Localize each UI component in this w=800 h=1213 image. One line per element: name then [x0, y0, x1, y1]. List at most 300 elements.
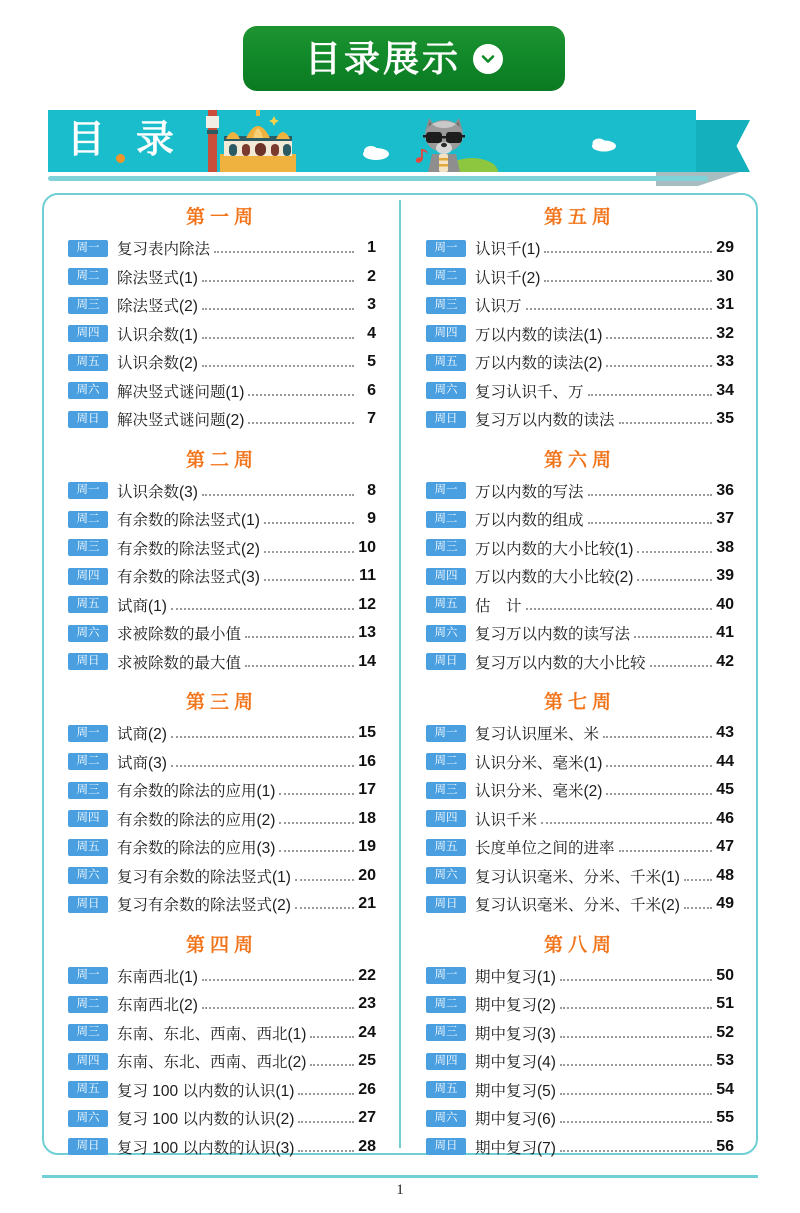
entry-title: 复习 100 以内数的认识(1)	[117, 1082, 295, 1100]
dot-leader	[560, 1107, 712, 1123]
toc-entry[interactable]	[68, 534, 376, 563]
entry-title: 东南西北(1)	[117, 968, 198, 986]
entry-title: 有余数的除法竖式(1)	[117, 512, 260, 530]
entry-title: 求被除数的最小值	[117, 626, 242, 644]
day-badge: 周三	[68, 782, 108, 799]
day-badge: 周一	[68, 240, 108, 257]
entry-page-number: 55	[716, 1109, 734, 1127]
entry-page-number: 31	[716, 296, 734, 314]
entry-title: 有余数的除法的应用(1)	[117, 783, 276, 801]
footer-page-number: 1	[396, 1182, 404, 1198]
week-title: 第三周	[185, 692, 258, 713]
day-badge: 周二	[68, 268, 108, 285]
toc-entry[interactable]	[68, 263, 376, 292]
dot-leader	[171, 722, 354, 738]
toc-entry[interactable]	[68, 1104, 376, 1133]
toc-columns	[42, 193, 758, 1155]
dot-leader	[650, 651, 712, 667]
entry-page-number: 16	[358, 752, 376, 770]
entry-page-number: 6	[367, 381, 376, 399]
entry-title: 万以内数的写法	[475, 483, 584, 501]
entry-page-number: 13	[358, 624, 376, 642]
day-badge: 周日	[426, 1138, 466, 1155]
entry-page-number: 34	[716, 381, 734, 399]
entry-title: 估 计	[475, 597, 522, 615]
entry-page-number: 45	[716, 781, 734, 799]
day-badge: 周二	[426, 996, 466, 1013]
entry-title: 解决竖式谜问题(2)	[117, 412, 245, 430]
day-badge: 周四	[68, 568, 108, 585]
week-block	[68, 199, 376, 434]
entry-page-number: 52	[716, 1023, 734, 1041]
toc-entry[interactable]	[426, 234, 734, 263]
entry-page-number: 5	[367, 353, 376, 371]
footer-rule	[42, 1175, 758, 1178]
dot-leader	[606, 351, 712, 367]
toc-entry[interactable]	[426, 1076, 734, 1105]
dot-leader	[202, 294, 354, 310]
entry-title: 认识余数(1)	[117, 326, 198, 344]
day-badge: 周二	[68, 511, 108, 528]
toc-entry[interactable]	[426, 890, 734, 919]
dot-leader	[560, 1079, 712, 1095]
toc-entry[interactable]	[68, 990, 376, 1019]
dot-leader	[560, 993, 712, 1009]
dot-leader	[202, 266, 354, 282]
week-block	[426, 199, 734, 434]
dot-leader	[588, 480, 712, 496]
entry-page-number: 15	[358, 724, 376, 742]
dot-leader	[544, 237, 712, 253]
day-badge: 周二	[68, 753, 108, 770]
toc-entry[interactable]	[68, 1047, 376, 1076]
dot-leader	[606, 751, 712, 767]
dot-leader	[279, 808, 354, 824]
entry-title: 东南西北(2)	[117, 997, 198, 1015]
entry-page-number: 48	[716, 866, 734, 884]
entry-title: 复习认识千、万	[475, 383, 584, 401]
dot-leader	[588, 380, 712, 396]
entry-title: 万以内数的读法(2)	[475, 355, 603, 373]
entry-page-number: 7	[367, 410, 376, 428]
entry-title: 复习认识毫米、分米、千米(1)	[475, 868, 680, 886]
dot-leader	[684, 893, 712, 909]
day-badge: 周日	[426, 896, 466, 913]
entry-page-number: 37	[716, 510, 734, 528]
chevron-down-icon	[473, 44, 503, 74]
week-block	[68, 684, 376, 919]
dot-leader	[279, 779, 354, 795]
day-badge: 周二	[426, 511, 466, 528]
day-badge: 周一	[68, 482, 108, 499]
dot-leader	[295, 865, 354, 881]
day-badge: 周二	[426, 753, 466, 770]
entry-title: 试商(3)	[117, 754, 167, 772]
toc-entry[interactable]	[426, 1047, 734, 1076]
dot-leader	[634, 622, 712, 638]
day-badge: 周五	[426, 354, 466, 371]
week-title: 第一周	[185, 207, 258, 228]
entry-title: 期中复习(3)	[475, 1025, 556, 1043]
entry-page-number: 26	[358, 1080, 376, 1098]
entry-page-number: 33	[716, 353, 734, 371]
entry-page-number: 32	[716, 324, 734, 342]
day-badge: 周六	[426, 625, 466, 642]
day-badge: 周日	[68, 653, 108, 670]
entry-title: 有余数的除法竖式(3)	[117, 569, 260, 587]
day-badge: 周六	[426, 1110, 466, 1127]
entry-page-number: 35	[716, 410, 734, 428]
entry-page-number: 46	[716, 809, 734, 827]
toc-entry[interactable]	[68, 377, 376, 406]
day-badge: 周六	[68, 625, 108, 642]
entry-title: 有余数的除法的应用(3)	[117, 840, 276, 858]
toc-entry[interactable]	[426, 505, 734, 534]
week-block	[426, 442, 734, 677]
dot-leader	[202, 480, 354, 496]
dot-leader	[248, 380, 354, 396]
toc-column-2	[400, 193, 758, 1155]
dot-leader	[544, 266, 712, 282]
entry-title: 复习万以内数的读写法	[475, 626, 631, 644]
toc-entry[interactable]	[68, 234, 376, 263]
toc-entry[interactable]	[426, 405, 734, 434]
day-badge: 周三	[68, 539, 108, 556]
day-badge: 周五	[426, 839, 466, 856]
day-badge: 周四	[426, 568, 466, 585]
toc-entry[interactable]	[68, 962, 376, 991]
day-badge: 周三	[426, 297, 466, 314]
toc-entry[interactable]	[68, 776, 376, 805]
entry-page-number: 50	[716, 966, 734, 984]
entry-page-number: 4	[367, 324, 376, 342]
toc-entry[interactable]	[426, 1104, 734, 1133]
entry-page-number: 27	[358, 1109, 376, 1127]
week-block	[68, 927, 376, 1162]
toc-entry[interactable]	[68, 1133, 376, 1162]
day-badge: 周五	[68, 839, 108, 856]
entry-title: 认识分米、毫米(2)	[475, 783, 603, 801]
toc-entry[interactable]	[426, 748, 734, 777]
entry-page-number: 17	[358, 781, 376, 799]
day-badge: 周六	[68, 1110, 108, 1127]
entry-page-number: 10	[358, 538, 376, 556]
entry-title: 万以内数的组成	[475, 512, 584, 530]
entry-page-number: 30	[716, 267, 734, 285]
logo-dot	[116, 154, 125, 163]
day-badge: 周四	[426, 325, 466, 342]
banner-underline	[48, 176, 708, 181]
toc-entry[interactable]	[68, 320, 376, 349]
dot-leader	[606, 779, 712, 795]
entry-title: 求被除数的最大值	[117, 654, 242, 672]
day-badge: 周五	[68, 354, 108, 371]
toc-entry[interactable]	[426, 962, 734, 991]
entry-page-number: 28	[358, 1137, 376, 1155]
toc-entry[interactable]	[68, 505, 376, 534]
day-badge: 周六	[426, 382, 466, 399]
entry-page-number: 51	[716, 995, 734, 1013]
week-title: 第四周	[185, 934, 258, 956]
day-badge: 周三	[68, 297, 108, 314]
toc-entry[interactable]	[426, 348, 734, 377]
dot-leader	[202, 351, 354, 367]
toc-entry[interactable]	[426, 1133, 734, 1162]
entry-title: 期中复习(5)	[475, 1082, 556, 1100]
dot-leader	[560, 1136, 712, 1152]
week-title: 第二周	[185, 449, 258, 471]
toc-entry[interactable]	[68, 562, 376, 591]
entry-page-number: 24	[358, 1023, 376, 1041]
logo-char-lu: 录	[129, 112, 181, 167]
entry-title: 万以内数的读法(1)	[475, 326, 603, 344]
toc-entry[interactable]	[68, 291, 376, 320]
entry-page-number: 49	[716, 895, 734, 913]
week-block	[426, 684, 734, 919]
entry-title: 期中复习(2)	[475, 997, 556, 1015]
day-badge: 周一	[426, 482, 466, 499]
toc-entry[interactable]	[426, 862, 734, 891]
entry-page-number: 54	[716, 1080, 734, 1098]
toc-entry[interactable]	[426, 291, 734, 320]
entry-page-number: 44	[716, 752, 734, 770]
dot-leader	[526, 294, 712, 310]
entry-title: 认识千(1)	[475, 241, 541, 259]
dot-leader	[560, 965, 712, 981]
entry-page-number: 36	[716, 481, 734, 499]
dot-leader	[560, 1022, 712, 1038]
entry-page-number: 43	[716, 724, 734, 742]
toc-entry[interactable]	[68, 405, 376, 434]
toc-entry[interactable]	[68, 890, 376, 919]
dot-leader	[298, 1107, 354, 1123]
toc-entry[interactable]	[68, 805, 376, 834]
entry-title: 解决竖式谜问题(1)	[117, 383, 245, 401]
entry-title: 认识千(2)	[475, 269, 541, 287]
toc-entry[interactable]	[68, 591, 376, 620]
toc-entry[interactable]	[426, 1019, 734, 1048]
dot-leader	[619, 836, 712, 852]
entry-page-number: 25	[358, 1052, 376, 1070]
toc-entry[interactable]	[426, 805, 734, 834]
dot-leader	[684, 865, 712, 881]
entry-title: 复习万以内数的读法	[475, 412, 615, 430]
ribbon-tail	[696, 120, 750, 172]
dot-leader	[245, 622, 354, 638]
entry-page-number: 53	[716, 1052, 734, 1070]
entry-page-number: 19	[358, 838, 376, 856]
entry-title: 期中复习(7)	[475, 1139, 556, 1157]
entry-page-number: 3	[367, 296, 376, 314]
toc-entry[interactable]	[426, 320, 734, 349]
toc-entry[interactable]	[426, 619, 734, 648]
entry-title: 有余数的除法竖式(2)	[117, 540, 260, 558]
toc-entry[interactable]	[68, 862, 376, 891]
week-block	[426, 927, 734, 1162]
entry-title: 复习认识厘米、米	[475, 726, 600, 744]
toc-entry[interactable]	[68, 648, 376, 677]
entry-title: 复习表内除法	[117, 241, 211, 259]
entry-page-number: 29	[716, 239, 734, 257]
day-badge: 周日	[68, 896, 108, 913]
entry-title: 期中复习(4)	[475, 1054, 556, 1072]
entry-title: 复习有余数的除法竖式(2)	[117, 897, 291, 915]
day-badge: 周一	[426, 725, 466, 742]
dot-leader	[606, 323, 712, 339]
entry-title: 有余数的除法的应用(2)	[117, 811, 276, 829]
dot-leader	[588, 508, 712, 524]
day-badge: 周六	[426, 867, 466, 884]
week-title: 第八周	[543, 934, 616, 956]
dot-leader	[637, 565, 712, 581]
entry-page-number: 9	[367, 510, 376, 528]
day-badge: 周日	[68, 1138, 108, 1155]
dot-leader	[298, 1079, 354, 1095]
entry-page-number: 38	[716, 538, 734, 556]
dot-leader	[248, 408, 354, 424]
week-title: 第七周	[543, 692, 616, 713]
toc-entry[interactable]	[68, 1019, 376, 1048]
entry-page-number: 2	[367, 267, 376, 285]
toc-entry[interactable]	[426, 776, 734, 805]
entry-title: 复习 100 以内数的认识(2)	[117, 1111, 295, 1129]
entry-title: 复习有余数的除法竖式(1)	[117, 868, 291, 886]
dot-leader	[264, 537, 354, 553]
entry-title: 万以内数的大小比较(1)	[475, 540, 634, 558]
entry-title: 期中复习(6)	[475, 1111, 556, 1129]
day-badge: 周五	[68, 596, 108, 613]
dot-leader	[202, 993, 354, 1009]
toc-entry[interactable]	[68, 833, 376, 862]
entry-page-number: 39	[716, 567, 734, 585]
dot-leader	[279, 836, 354, 852]
entry-page-number: 18	[358, 809, 376, 827]
toc-entry[interactable]	[426, 719, 734, 748]
entry-title: 认识余数(2)	[117, 355, 198, 373]
entry-page-number: 40	[716, 595, 734, 613]
entry-title: 复习万以内数的大小比较	[475, 654, 646, 672]
toc-entry[interactable]	[68, 1076, 376, 1105]
day-badge: 周日	[426, 653, 466, 670]
day-badge: 周六	[68, 382, 108, 399]
entry-page-number: 8	[367, 481, 376, 499]
entry-title: 认识余数(3)	[117, 483, 198, 501]
day-badge: 周一	[68, 967, 108, 984]
toc-entry[interactable]	[426, 263, 734, 292]
entry-title: 认识万	[475, 298, 522, 316]
logo-char-mu: 目	[60, 112, 112, 167]
entry-title: 复习认识毫米、分米、千米(2)	[475, 897, 680, 915]
toc-entry[interactable]	[68, 619, 376, 648]
toc-entry[interactable]	[426, 377, 734, 406]
day-badge: 周一	[426, 240, 466, 257]
day-badge: 周四	[426, 1053, 466, 1070]
page-title: 目录展示	[304, 37, 461, 79]
dot-leader	[637, 537, 712, 553]
week-title: 第六周	[543, 449, 616, 471]
catalog-logo	[60, 112, 181, 167]
day-badge: 周六	[68, 867, 108, 884]
day-badge: 周三	[426, 1024, 466, 1041]
dot-leader	[298, 1136, 354, 1152]
entry-title: 试商(1)	[117, 597, 167, 615]
toc-entry[interactable]	[426, 534, 734, 563]
entry-page-number: 56	[716, 1137, 734, 1155]
toc-entry[interactable]	[426, 591, 734, 620]
toc-entry[interactable]	[426, 562, 734, 591]
toc-entry[interactable]	[68, 748, 376, 777]
day-badge: 周五	[68, 1081, 108, 1098]
dot-leader	[202, 965, 354, 981]
entry-page-number: 11	[359, 567, 376, 585]
day-badge: 周四	[68, 1053, 108, 1070]
toc-entry[interactable]	[68, 348, 376, 377]
day-badge: 周二	[68, 996, 108, 1013]
toc-entry[interactable]	[68, 477, 376, 506]
day-badge: 周二	[426, 268, 466, 285]
day-badge: 周日	[68, 411, 108, 428]
dot-leader	[526, 594, 712, 610]
dot-leader	[619, 408, 712, 424]
dot-leader	[310, 1022, 354, 1038]
entry-page-number: 41	[716, 624, 734, 642]
week-title: 第五周	[543, 207, 616, 228]
day-badge: 周日	[426, 411, 466, 428]
day-badge: 周四	[68, 325, 108, 342]
dot-leader	[560, 1050, 712, 1066]
week-block	[68, 442, 376, 677]
entry-page-number: 21	[358, 895, 376, 913]
dot-leader	[245, 651, 354, 667]
entry-title: 东南、东北、西南、西北(1)	[117, 1025, 307, 1043]
entry-title: 长度单位之间的进率	[475, 840, 615, 858]
dot-leader	[171, 594, 354, 610]
toc-entry[interactable]	[426, 833, 734, 862]
day-badge: 周五	[426, 596, 466, 613]
entry-page-number: 20	[358, 866, 376, 884]
dot-leader	[603, 722, 712, 738]
toc-entry[interactable]	[68, 719, 376, 748]
entry-title: 除法竖式(1)	[117, 269, 198, 287]
dot-leader	[310, 1050, 354, 1066]
day-badge: 周一	[68, 725, 108, 742]
dot-leader	[295, 893, 354, 909]
toc-entry[interactable]	[426, 477, 734, 506]
toc-entry[interactable]	[426, 648, 734, 677]
day-badge: 周三	[68, 1024, 108, 1041]
entry-title: 复习 100 以内数的认识(3)	[117, 1139, 295, 1157]
dot-leader	[214, 237, 354, 253]
entry-page-number: 22	[358, 966, 376, 984]
day-badge: 周四	[68, 810, 108, 827]
entry-title: 期中复习(1)	[475, 968, 556, 986]
catalog-header-banner	[243, 26, 565, 91]
entry-title: 认识分米、毫米(1)	[475, 754, 603, 772]
dot-leader	[541, 808, 712, 824]
entry-title: 除法竖式(2)	[117, 298, 198, 316]
toc-entry[interactable]	[426, 990, 734, 1019]
toc-column-1	[42, 193, 400, 1155]
day-badge: 周三	[426, 782, 466, 799]
dot-leader	[264, 565, 354, 581]
day-badge: 周三	[426, 539, 466, 556]
entry-title: 认识千米	[475, 811, 538, 829]
day-badge: 周四	[426, 810, 466, 827]
entry-page-number: 23	[358, 995, 376, 1013]
dot-leader	[171, 751, 354, 767]
dot-leader	[264, 508, 354, 524]
dot-leader	[202, 323, 354, 339]
